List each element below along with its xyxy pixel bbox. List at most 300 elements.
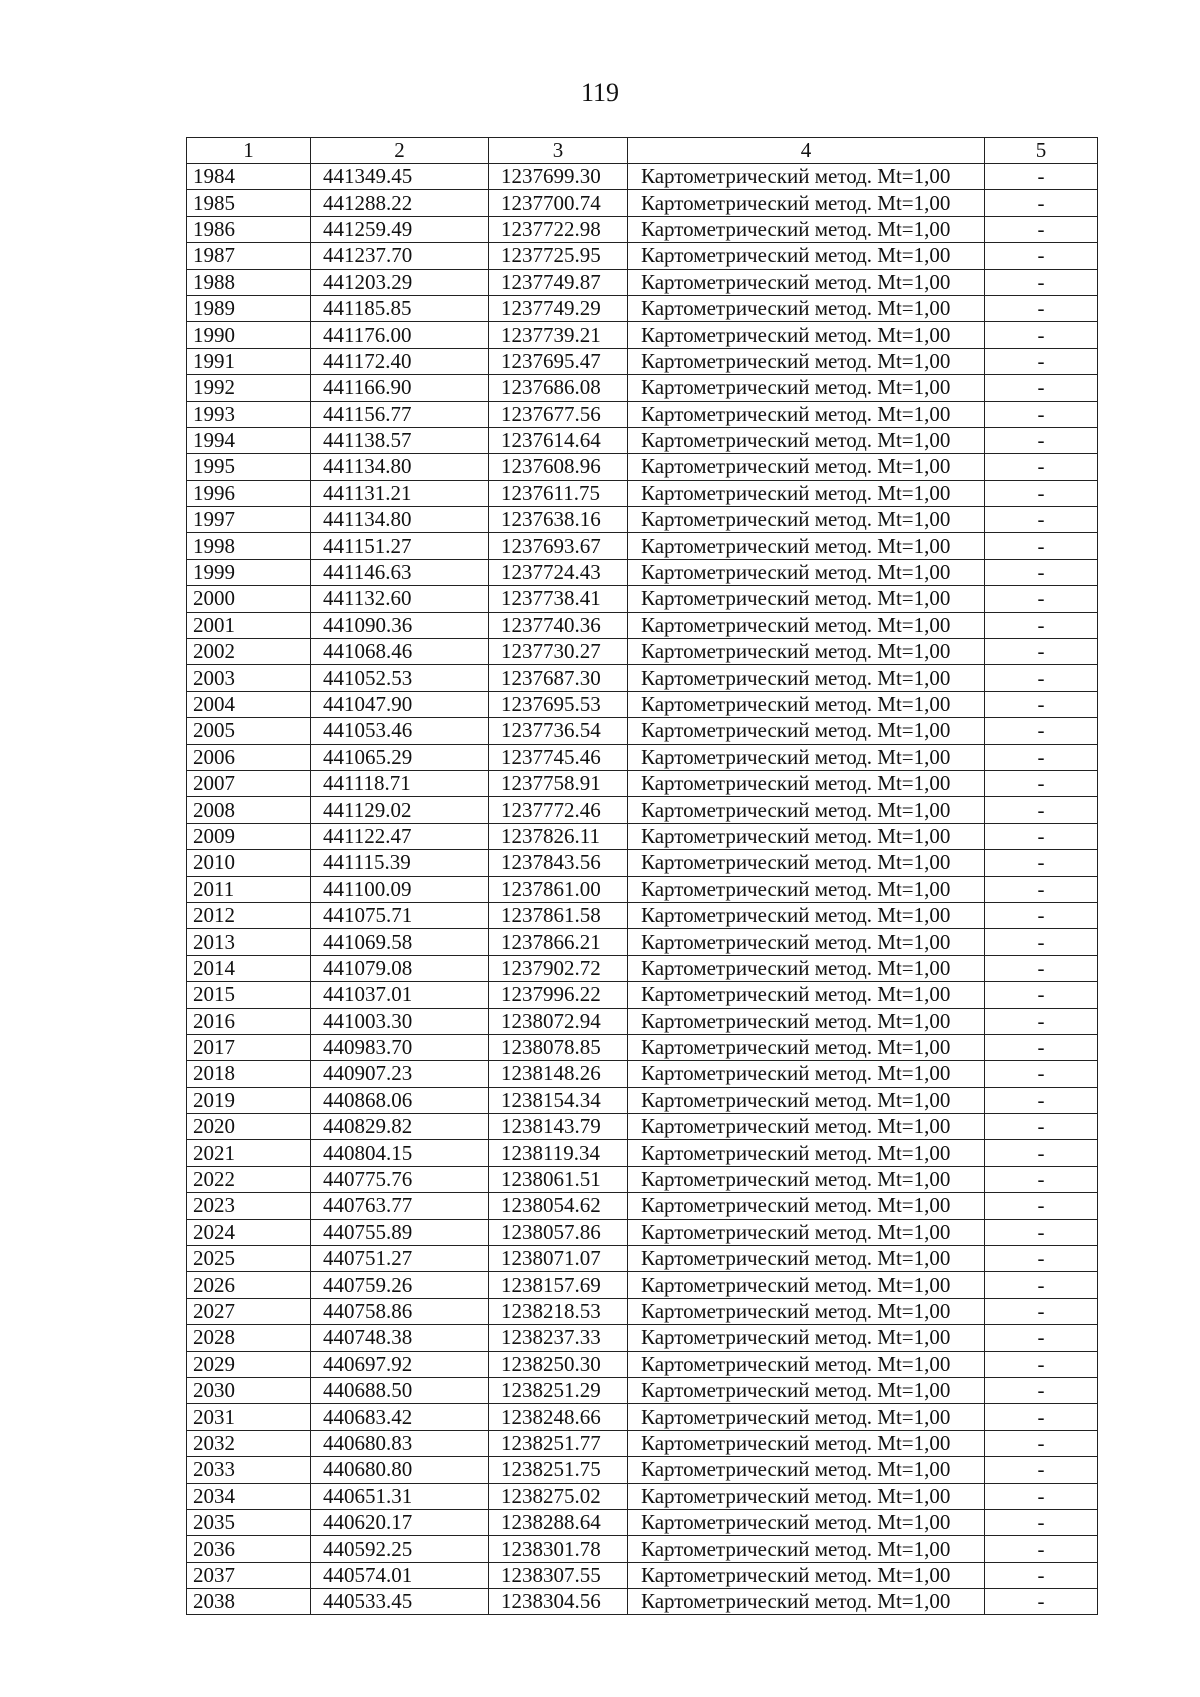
- table-row: [187, 1034, 1098, 1060]
- x-coordinate-cell: 441069.58: [311, 929, 489, 955]
- note-cell: -: [985, 1483, 1098, 1509]
- y-coordinate-cell: 1237687.30: [489, 665, 628, 691]
- x-coordinate-cell: 441146.63: [311, 559, 489, 585]
- x-coordinate-cell: 440592.25: [311, 1536, 489, 1562]
- table-row: [187, 322, 1098, 348]
- note-cell: -: [985, 823, 1098, 849]
- note-cell: -: [985, 322, 1098, 348]
- x-coordinate-cell: 441003.30: [311, 1008, 489, 1034]
- note-cell: -: [985, 1219, 1098, 1245]
- table-row: [187, 902, 1098, 928]
- x-coordinate-cell: 441203.29: [311, 269, 489, 295]
- table-row: [187, 507, 1098, 533]
- table-row: [187, 876, 1098, 902]
- point-number-cell: 2018: [187, 1061, 311, 1087]
- method-cell: Картометрический метод. Mt=1,00: [628, 454, 985, 480]
- point-number-cell: 2019: [187, 1087, 311, 1113]
- point-number-cell: 2016: [187, 1008, 311, 1034]
- method-cell: Картометрический метод. Mt=1,00: [628, 243, 985, 269]
- x-coordinate-cell: 441090.36: [311, 612, 489, 638]
- table-header: [187, 138, 1098, 164]
- note-cell: -: [985, 982, 1098, 1008]
- point-number-cell: 2027: [187, 1298, 311, 1324]
- y-coordinate-cell: 1238251.75: [489, 1457, 628, 1483]
- method-cell: Картометрический метод. Mt=1,00: [628, 1166, 985, 1192]
- x-coordinate-cell: 441115.39: [311, 850, 489, 876]
- note-cell: -: [985, 1246, 1098, 1272]
- y-coordinate-cell: 1237686.08: [489, 375, 628, 401]
- y-coordinate-cell: 1237996.22: [489, 982, 628, 1008]
- point-number-cell: 1987: [187, 243, 311, 269]
- y-coordinate-cell: 1237749.29: [489, 295, 628, 321]
- point-number-cell: 2013: [187, 929, 311, 955]
- page-number: 119: [580, 78, 620, 107]
- method-cell: Картометрический метод. Mt=1,00: [628, 902, 985, 928]
- table-row: [187, 295, 1098, 321]
- coordinates-table: [186, 137, 1098, 1615]
- method-cell: Картометрический метод. Mt=1,00: [628, 612, 985, 638]
- y-coordinate-cell: 1237695.47: [489, 348, 628, 374]
- note-cell: -: [985, 1536, 1098, 1562]
- y-coordinate-cell: 1238248.66: [489, 1404, 628, 1430]
- y-coordinate-cell: 1237725.95: [489, 243, 628, 269]
- x-coordinate-cell: 441176.00: [311, 322, 489, 348]
- x-coordinate-cell: 440533.45: [311, 1589, 489, 1615]
- note-cell: -: [985, 348, 1098, 374]
- point-number-cell: 1984: [187, 164, 311, 190]
- x-coordinate-cell: 440697.92: [311, 1351, 489, 1377]
- note-cell: -: [985, 533, 1098, 559]
- note-cell: -: [985, 190, 1098, 216]
- note-cell: -: [985, 1140, 1098, 1166]
- table-row: [187, 1430, 1098, 1456]
- table-body: [187, 164, 1098, 1615]
- method-cell: Картометрический метод. Mt=1,00: [628, 1351, 985, 1377]
- table-row: [187, 1219, 1098, 1245]
- point-number-cell: 2033: [187, 1457, 311, 1483]
- method-cell: Картометрический метод. Mt=1,00: [628, 427, 985, 453]
- x-coordinate-cell: 440775.76: [311, 1166, 489, 1192]
- x-coordinate-cell: 440758.86: [311, 1298, 489, 1324]
- note-cell: -: [985, 744, 1098, 770]
- method-cell: Картометрический метод. Mt=1,00: [628, 929, 985, 955]
- point-number-cell: 2026: [187, 1272, 311, 1298]
- point-number-cell: 1990: [187, 322, 311, 348]
- note-cell: -: [985, 1298, 1098, 1324]
- x-coordinate-cell: 441237.70: [311, 243, 489, 269]
- y-coordinate-cell: 1238218.53: [489, 1298, 628, 1324]
- x-coordinate-cell: 441132.60: [311, 586, 489, 612]
- y-coordinate-cell: 1237866.21: [489, 929, 628, 955]
- note-cell: -: [985, 955, 1098, 981]
- note-cell: -: [985, 427, 1098, 453]
- x-coordinate-cell: 440751.27: [311, 1246, 489, 1272]
- x-coordinate-cell: 440620.17: [311, 1509, 489, 1535]
- point-number-cell: 2000: [187, 586, 311, 612]
- note-cell: -: [985, 1562, 1098, 1588]
- x-coordinate-cell: 440868.06: [311, 1087, 489, 1113]
- table-row: [187, 1246, 1098, 1272]
- method-cell: Картометрический метод. Mt=1,00: [628, 665, 985, 691]
- note-cell: -: [985, 1325, 1098, 1351]
- note-cell: -: [985, 559, 1098, 585]
- method-cell: Картометрический метод. Mt=1,00: [628, 533, 985, 559]
- point-number-cell: 2022: [187, 1166, 311, 1192]
- x-coordinate-cell: 440829.82: [311, 1114, 489, 1140]
- method-cell: Картометрический метод. Mt=1,00: [628, 1008, 985, 1034]
- note-cell: -: [985, 1404, 1098, 1430]
- x-coordinate-cell: 440688.50: [311, 1377, 489, 1403]
- x-coordinate-cell: 440804.15: [311, 1140, 489, 1166]
- y-coordinate-cell: 1238301.78: [489, 1536, 628, 1562]
- point-number-cell: 2001: [187, 612, 311, 638]
- method-cell: Картометрический метод. Mt=1,00: [628, 164, 985, 190]
- note-cell: -: [985, 770, 1098, 796]
- point-number-cell: 2030: [187, 1377, 311, 1403]
- note-cell: -: [985, 269, 1098, 295]
- method-cell: Картометрический метод. Mt=1,00: [628, 718, 985, 744]
- method-cell: Картометрический метод. Mt=1,00: [628, 375, 985, 401]
- note-cell: -: [985, 902, 1098, 928]
- table-row: [187, 164, 1098, 190]
- method-cell: Картометрический метод. Mt=1,00: [628, 269, 985, 295]
- table-row: [187, 770, 1098, 796]
- point-number-cell: 1985: [187, 190, 311, 216]
- note-cell: -: [985, 586, 1098, 612]
- table-row: [187, 1193, 1098, 1219]
- y-coordinate-cell: 1237739.21: [489, 322, 628, 348]
- table-row: [187, 1589, 1098, 1615]
- method-cell: Картометрический метод. Mt=1,00: [628, 691, 985, 717]
- y-coordinate-cell: 1237699.30: [489, 164, 628, 190]
- x-coordinate-cell: 441288.22: [311, 190, 489, 216]
- column-header-4: 4: [628, 138, 985, 164]
- note-cell: -: [985, 1589, 1098, 1615]
- y-coordinate-cell: 1238275.02: [489, 1483, 628, 1509]
- y-coordinate-cell: 1237745.46: [489, 744, 628, 770]
- y-coordinate-cell: 1237638.16: [489, 507, 628, 533]
- table-row: [187, 1536, 1098, 1562]
- y-coordinate-cell: 1237861.58: [489, 902, 628, 928]
- x-coordinate-cell: 441100.09: [311, 876, 489, 902]
- note-cell: -: [985, 1008, 1098, 1034]
- table-row: [187, 1509, 1098, 1535]
- note-cell: -: [985, 295, 1098, 321]
- point-number-cell: 2025: [187, 1246, 311, 1272]
- note-cell: -: [985, 507, 1098, 533]
- table-row: [187, 1008, 1098, 1034]
- table-row: [187, 348, 1098, 374]
- method-cell: Картометрический метод. Mt=1,00: [628, 480, 985, 506]
- x-coordinate-cell: 441079.08: [311, 955, 489, 981]
- note-cell: -: [985, 1272, 1098, 1298]
- table-row: [187, 1140, 1098, 1166]
- y-coordinate-cell: 1238251.29: [489, 1377, 628, 1403]
- table-row: [187, 691, 1098, 717]
- note-cell: -: [985, 454, 1098, 480]
- method-cell: Картометрический метод. Mt=1,00: [628, 586, 985, 612]
- x-coordinate-cell: 440755.89: [311, 1219, 489, 1245]
- x-coordinate-cell: 440763.77: [311, 1193, 489, 1219]
- method-cell: Картометрический метод. Mt=1,00: [628, 770, 985, 796]
- point-number-cell: 2002: [187, 639, 311, 665]
- x-coordinate-cell: 440983.70: [311, 1034, 489, 1060]
- table-row: [187, 401, 1098, 427]
- point-number-cell: 1996: [187, 480, 311, 506]
- point-number-cell: 2035: [187, 1509, 311, 1535]
- table-row: [187, 216, 1098, 242]
- method-cell: Картометрический метод. Mt=1,00: [628, 559, 985, 585]
- note-cell: -: [985, 612, 1098, 638]
- method-cell: Картометрический метод. Mt=1,00: [628, 1404, 985, 1430]
- table-header-row: [187, 138, 1098, 164]
- method-cell: Картометрический метод. Mt=1,00: [628, 401, 985, 427]
- note-cell: -: [985, 1166, 1098, 1192]
- method-cell: Картометрический метод. Mt=1,00: [628, 216, 985, 242]
- x-coordinate-cell: 441151.27: [311, 533, 489, 559]
- point-number-cell: 2008: [187, 797, 311, 823]
- x-coordinate-cell: 441166.90: [311, 375, 489, 401]
- method-cell: Картометрический метод. Mt=1,00: [628, 982, 985, 1008]
- x-coordinate-cell: 441131.21: [311, 480, 489, 506]
- y-coordinate-cell: 1237695.53: [489, 691, 628, 717]
- method-cell: Картометрический метод. Mt=1,00: [628, 1377, 985, 1403]
- note-cell: -: [985, 1034, 1098, 1060]
- column-header-2: 2: [311, 138, 489, 164]
- table-row: [187, 929, 1098, 955]
- point-number-cell: 2006: [187, 744, 311, 770]
- y-coordinate-cell: 1237724.43: [489, 559, 628, 585]
- y-coordinate-cell: 1237608.96: [489, 454, 628, 480]
- x-coordinate-cell: 441068.46: [311, 639, 489, 665]
- table-row: [187, 454, 1098, 480]
- point-number-cell: 1998: [187, 533, 311, 559]
- method-cell: Картометрический метод. Mt=1,00: [628, 1483, 985, 1509]
- column-header-3: 3: [489, 138, 628, 164]
- point-number-cell: 2021: [187, 1140, 311, 1166]
- table-row: [187, 665, 1098, 691]
- note-cell: -: [985, 876, 1098, 902]
- point-number-cell: 1988: [187, 269, 311, 295]
- note-cell: -: [985, 1430, 1098, 1456]
- x-coordinate-cell: 440680.83: [311, 1430, 489, 1456]
- y-coordinate-cell: 1238288.64: [489, 1509, 628, 1535]
- table-row: [187, 190, 1098, 216]
- y-coordinate-cell: 1238237.33: [489, 1325, 628, 1351]
- point-number-cell: 1997: [187, 507, 311, 533]
- method-cell: Картометрический метод. Mt=1,00: [628, 507, 985, 533]
- table-row: [187, 1166, 1098, 1192]
- point-number-cell: 2009: [187, 823, 311, 849]
- table-row: [187, 1325, 1098, 1351]
- table-row: [187, 559, 1098, 585]
- note-cell: -: [985, 929, 1098, 955]
- method-cell: Картометрический метод. Mt=1,00: [628, 1140, 985, 1166]
- method-cell: Картометрический метод. Mt=1,00: [628, 1457, 985, 1483]
- y-coordinate-cell: 1237772.46: [489, 797, 628, 823]
- table-row: [187, 1562, 1098, 1588]
- point-number-cell: 2036: [187, 1536, 311, 1562]
- method-cell: Картометрический метод. Mt=1,00: [628, 322, 985, 348]
- method-cell: Картометрический метод. Mt=1,00: [628, 1536, 985, 1562]
- point-number-cell: 1995: [187, 454, 311, 480]
- note-cell: -: [985, 401, 1098, 427]
- x-coordinate-cell: 440683.42: [311, 1404, 489, 1430]
- method-cell: Картометрический метод. Mt=1,00: [628, 1034, 985, 1060]
- y-coordinate-cell: 1238072.94: [489, 1008, 628, 1034]
- x-coordinate-cell: 441075.71: [311, 902, 489, 928]
- y-coordinate-cell: 1238251.77: [489, 1430, 628, 1456]
- table-row: [187, 1298, 1098, 1324]
- x-coordinate-cell: 441037.01: [311, 982, 489, 1008]
- method-cell: Картометрический метод. Mt=1,00: [628, 955, 985, 981]
- x-coordinate-cell: 441052.53: [311, 665, 489, 691]
- x-coordinate-cell: 440759.26: [311, 1272, 489, 1298]
- note-cell: -: [985, 1377, 1098, 1403]
- y-coordinate-cell: 1238304.56: [489, 1589, 628, 1615]
- note-cell: -: [985, 164, 1098, 190]
- y-coordinate-cell: 1238250.30: [489, 1351, 628, 1377]
- x-coordinate-cell: 441118.71: [311, 770, 489, 796]
- y-coordinate-cell: 1238054.62: [489, 1193, 628, 1219]
- column-header-1: 1: [187, 138, 311, 164]
- table-row: [187, 955, 1098, 981]
- x-coordinate-cell: 441122.47: [311, 823, 489, 849]
- method-cell: Картометрический метод. Mt=1,00: [628, 876, 985, 902]
- method-cell: Картометрический метод. Mt=1,00: [628, 1246, 985, 1272]
- x-coordinate-cell: 441134.80: [311, 454, 489, 480]
- point-number-cell: 1992: [187, 375, 311, 401]
- method-cell: Картометрический метод. Mt=1,00: [628, 1087, 985, 1113]
- table-row: [187, 480, 1098, 506]
- point-number-cell: 1989: [187, 295, 311, 321]
- method-cell: Картометрический метод. Mt=1,00: [628, 1061, 985, 1087]
- point-number-cell: 2014: [187, 955, 311, 981]
- table-row: [187, 1377, 1098, 1403]
- table-row: [187, 1114, 1098, 1140]
- method-cell: Картометрический метод. Mt=1,00: [628, 348, 985, 374]
- point-number-cell: 2029: [187, 1351, 311, 1377]
- method-cell: Картометрический метод. Mt=1,00: [628, 1272, 985, 1298]
- method-cell: Картометрический метод. Mt=1,00: [628, 1589, 985, 1615]
- note-cell: -: [985, 1457, 1098, 1483]
- x-coordinate-cell: 441259.49: [311, 216, 489, 242]
- method-cell: Картометрический метод. Mt=1,00: [628, 190, 985, 216]
- method-cell: Картометрический метод. Mt=1,00: [628, 1562, 985, 1588]
- note-cell: -: [985, 797, 1098, 823]
- method-cell: Картометрический метод. Mt=1,00: [628, 1509, 985, 1535]
- point-number-cell: 2024: [187, 1219, 311, 1245]
- y-coordinate-cell: 1238307.55: [489, 1562, 628, 1588]
- method-cell: Картометрический метод. Mt=1,00: [628, 797, 985, 823]
- point-number-cell: 2034: [187, 1483, 311, 1509]
- point-number-cell: 1986: [187, 216, 311, 242]
- y-coordinate-cell: 1237700.74: [489, 190, 628, 216]
- point-number-cell: 1994: [187, 427, 311, 453]
- table-row: [187, 1351, 1098, 1377]
- note-cell: -: [985, 691, 1098, 717]
- note-cell: -: [985, 375, 1098, 401]
- table-row: [187, 823, 1098, 849]
- method-cell: Картометрический метод. Mt=1,00: [628, 1430, 985, 1456]
- method-cell: Картометрический метод. Mt=1,00: [628, 850, 985, 876]
- table-row: [187, 586, 1098, 612]
- y-coordinate-cell: 1237677.56: [489, 401, 628, 427]
- table-row: [187, 744, 1098, 770]
- point-number-cell: 1991: [187, 348, 311, 374]
- point-number-cell: 2017: [187, 1034, 311, 1060]
- y-coordinate-cell: 1238057.86: [489, 1219, 628, 1245]
- note-cell: -: [985, 1061, 1098, 1087]
- x-coordinate-cell: 440574.01: [311, 1562, 489, 1588]
- point-number-cell: 1999: [187, 559, 311, 585]
- table-row: [187, 1483, 1098, 1509]
- y-coordinate-cell: 1238148.26: [489, 1061, 628, 1087]
- x-coordinate-cell: 441185.85: [311, 295, 489, 321]
- point-number-cell: 2023: [187, 1193, 311, 1219]
- point-number-cell: 2031: [187, 1404, 311, 1430]
- point-number-cell: 2020: [187, 1114, 311, 1140]
- method-cell: Картометрический метод. Mt=1,00: [628, 1298, 985, 1324]
- y-coordinate-cell: 1237736.54: [489, 718, 628, 744]
- point-number-cell: 2004: [187, 691, 311, 717]
- y-coordinate-cell: 1237758.91: [489, 770, 628, 796]
- x-coordinate-cell: 440680.80: [311, 1457, 489, 1483]
- point-number-cell: 2032: [187, 1430, 311, 1456]
- table-row: [187, 1061, 1098, 1087]
- y-coordinate-cell: 1237749.87: [489, 269, 628, 295]
- point-number-cell: 2037: [187, 1562, 311, 1588]
- x-coordinate-cell: 440907.23: [311, 1061, 489, 1087]
- x-coordinate-cell: 440651.31: [311, 1483, 489, 1509]
- note-cell: -: [985, 480, 1098, 506]
- y-coordinate-cell: 1237614.64: [489, 427, 628, 453]
- note-cell: -: [985, 850, 1098, 876]
- y-coordinate-cell: 1237611.75: [489, 480, 628, 506]
- method-cell: Картометрический метод. Mt=1,00: [628, 1114, 985, 1140]
- x-coordinate-cell: 441138.57: [311, 427, 489, 453]
- note-cell: -: [985, 1509, 1098, 1535]
- note-cell: -: [985, 1087, 1098, 1113]
- note-cell: -: [985, 718, 1098, 744]
- note-cell: -: [985, 665, 1098, 691]
- point-number-cell: 2003: [187, 665, 311, 691]
- table-row: [187, 243, 1098, 269]
- note-cell: -: [985, 1193, 1098, 1219]
- y-coordinate-cell: 1238143.79: [489, 1114, 628, 1140]
- table-row: [187, 1087, 1098, 1113]
- method-cell: Картометрический метод. Mt=1,00: [628, 744, 985, 770]
- note-cell: -: [985, 1114, 1098, 1140]
- table-row: [187, 375, 1098, 401]
- note-cell: -: [985, 1351, 1098, 1377]
- method-cell: Картометрический метод. Mt=1,00: [628, 295, 985, 321]
- y-coordinate-cell: 1237843.56: [489, 850, 628, 876]
- method-cell: Картометрический метод. Mt=1,00: [628, 1325, 985, 1351]
- note-cell: -: [985, 639, 1098, 665]
- note-cell: -: [985, 216, 1098, 242]
- point-number-cell: 1993: [187, 401, 311, 427]
- y-coordinate-cell: 1238157.69: [489, 1272, 628, 1298]
- method-cell: Картометрический метод. Mt=1,00: [628, 639, 985, 665]
- point-number-cell: 2015: [187, 982, 311, 1008]
- y-coordinate-cell: 1237738.41: [489, 586, 628, 612]
- point-number-cell: 2038: [187, 1589, 311, 1615]
- table-row: [187, 850, 1098, 876]
- note-cell: -: [985, 243, 1098, 269]
- point-number-cell: 2005: [187, 718, 311, 744]
- x-coordinate-cell: 441047.90: [311, 691, 489, 717]
